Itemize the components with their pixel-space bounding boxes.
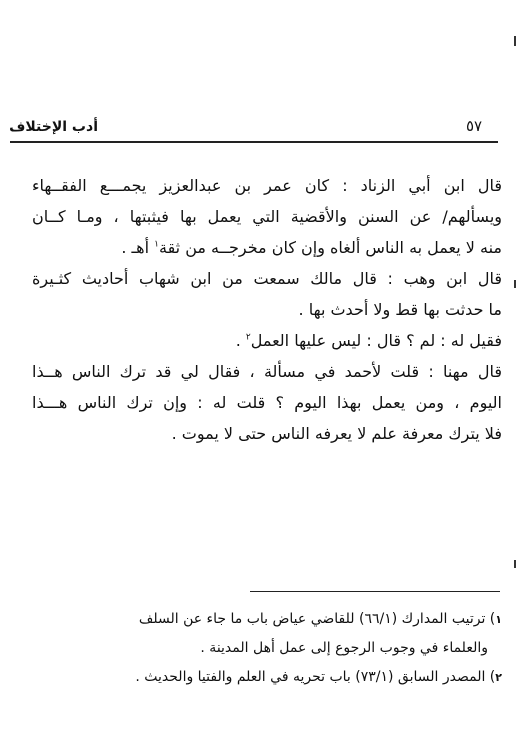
header-rule <box>10 141 498 143</box>
text-line: فلا يترك معرفة علم لا يعرفه الناس حتى لا يموت . <box>171 424 502 443</box>
running-header-title: أدب الإختلاف <box>9 119 98 135</box>
footnotes <box>32 605 502 692</box>
text-line <box>32 232 502 263</box>
footnote-text: المصدر السابق (٧٣/١) باب تحريه في العلم والفتيا والحديث . <box>135 669 486 685</box>
footnote-ref-2: ٢ <box>245 332 251 343</box>
footnote-text: ترتيب المدارك (٦٦/١) للقاضي عياض باب ما جاء عن السلف <box>138 611 486 627</box>
footnote-1: ١) ترتيب المدارك (٦٦/١) للقاضي عياض باب ما جاء عن السلف والعلماء في وجوب الرجوع إلى عمل أهل المدينة . <box>32 605 502 663</box>
text-line: اليوم ، ومن يعمل بهذا اليوم ؟ قلت له : وإن ترك الناس هـــذا <box>32 393 502 412</box>
footnote-number: ١ <box>495 613 502 626</box>
text-line-tail: أهـ . <box>121 238 150 257</box>
page-number: ٥٧ <box>466 117 483 135</box>
scan-edge-mark <box>514 36 516 46</box>
text-line: ما حدثت بها قط ولا أحدث بها . <box>298 300 502 319</box>
text-line: قال ابن أبي الزناد : كان عمر بن عبدالعزيز يجمـــع الفقــهاء <box>32 176 502 195</box>
main-text <box>32 170 502 449</box>
text-line: فقيل له : لم ؟ قال : ليس عليها العمل$^٢$ . <box>235 331 502 350</box>
text-line-content: منه لا يعمل به الناس ألغاه وإن كان مخرجــه من ثقة <box>159 238 502 257</box>
text-line-content: فقيل له : لم ؟ قال : ليس عليها العمل <box>250 331 502 350</box>
scan-edge-mark <box>514 280 516 288</box>
text-line: ويسألهم/ عن السنن والأقضية التي يعمل بها فيثبتها ، ومـا كــان <box>32 207 502 226</box>
text-line: قال ابن وهب : قال مالك سمعت من ابن شهاب أحاديث كثـيرة <box>32 269 502 288</box>
footnote-text-continued: والعلماء في وجوب الرجوع إلى عمل أهل المدينة . <box>200 640 488 656</box>
footnote-2: ٢) المصدر السابق (٧٣/١) باب تحريه في العلم والفتيا والحديث . <box>135 669 502 685</box>
text-line: قال مهنا : قلت لأحمد في مسألة ، فقال لي قد ترك الناس هــذا <box>32 362 502 381</box>
footnote-number: ٢ <box>495 671 502 684</box>
footnote-ref-1: ١ <box>154 239 159 250</box>
scan-edge-mark <box>514 560 516 568</box>
footnote-separator <box>250 591 500 592</box>
